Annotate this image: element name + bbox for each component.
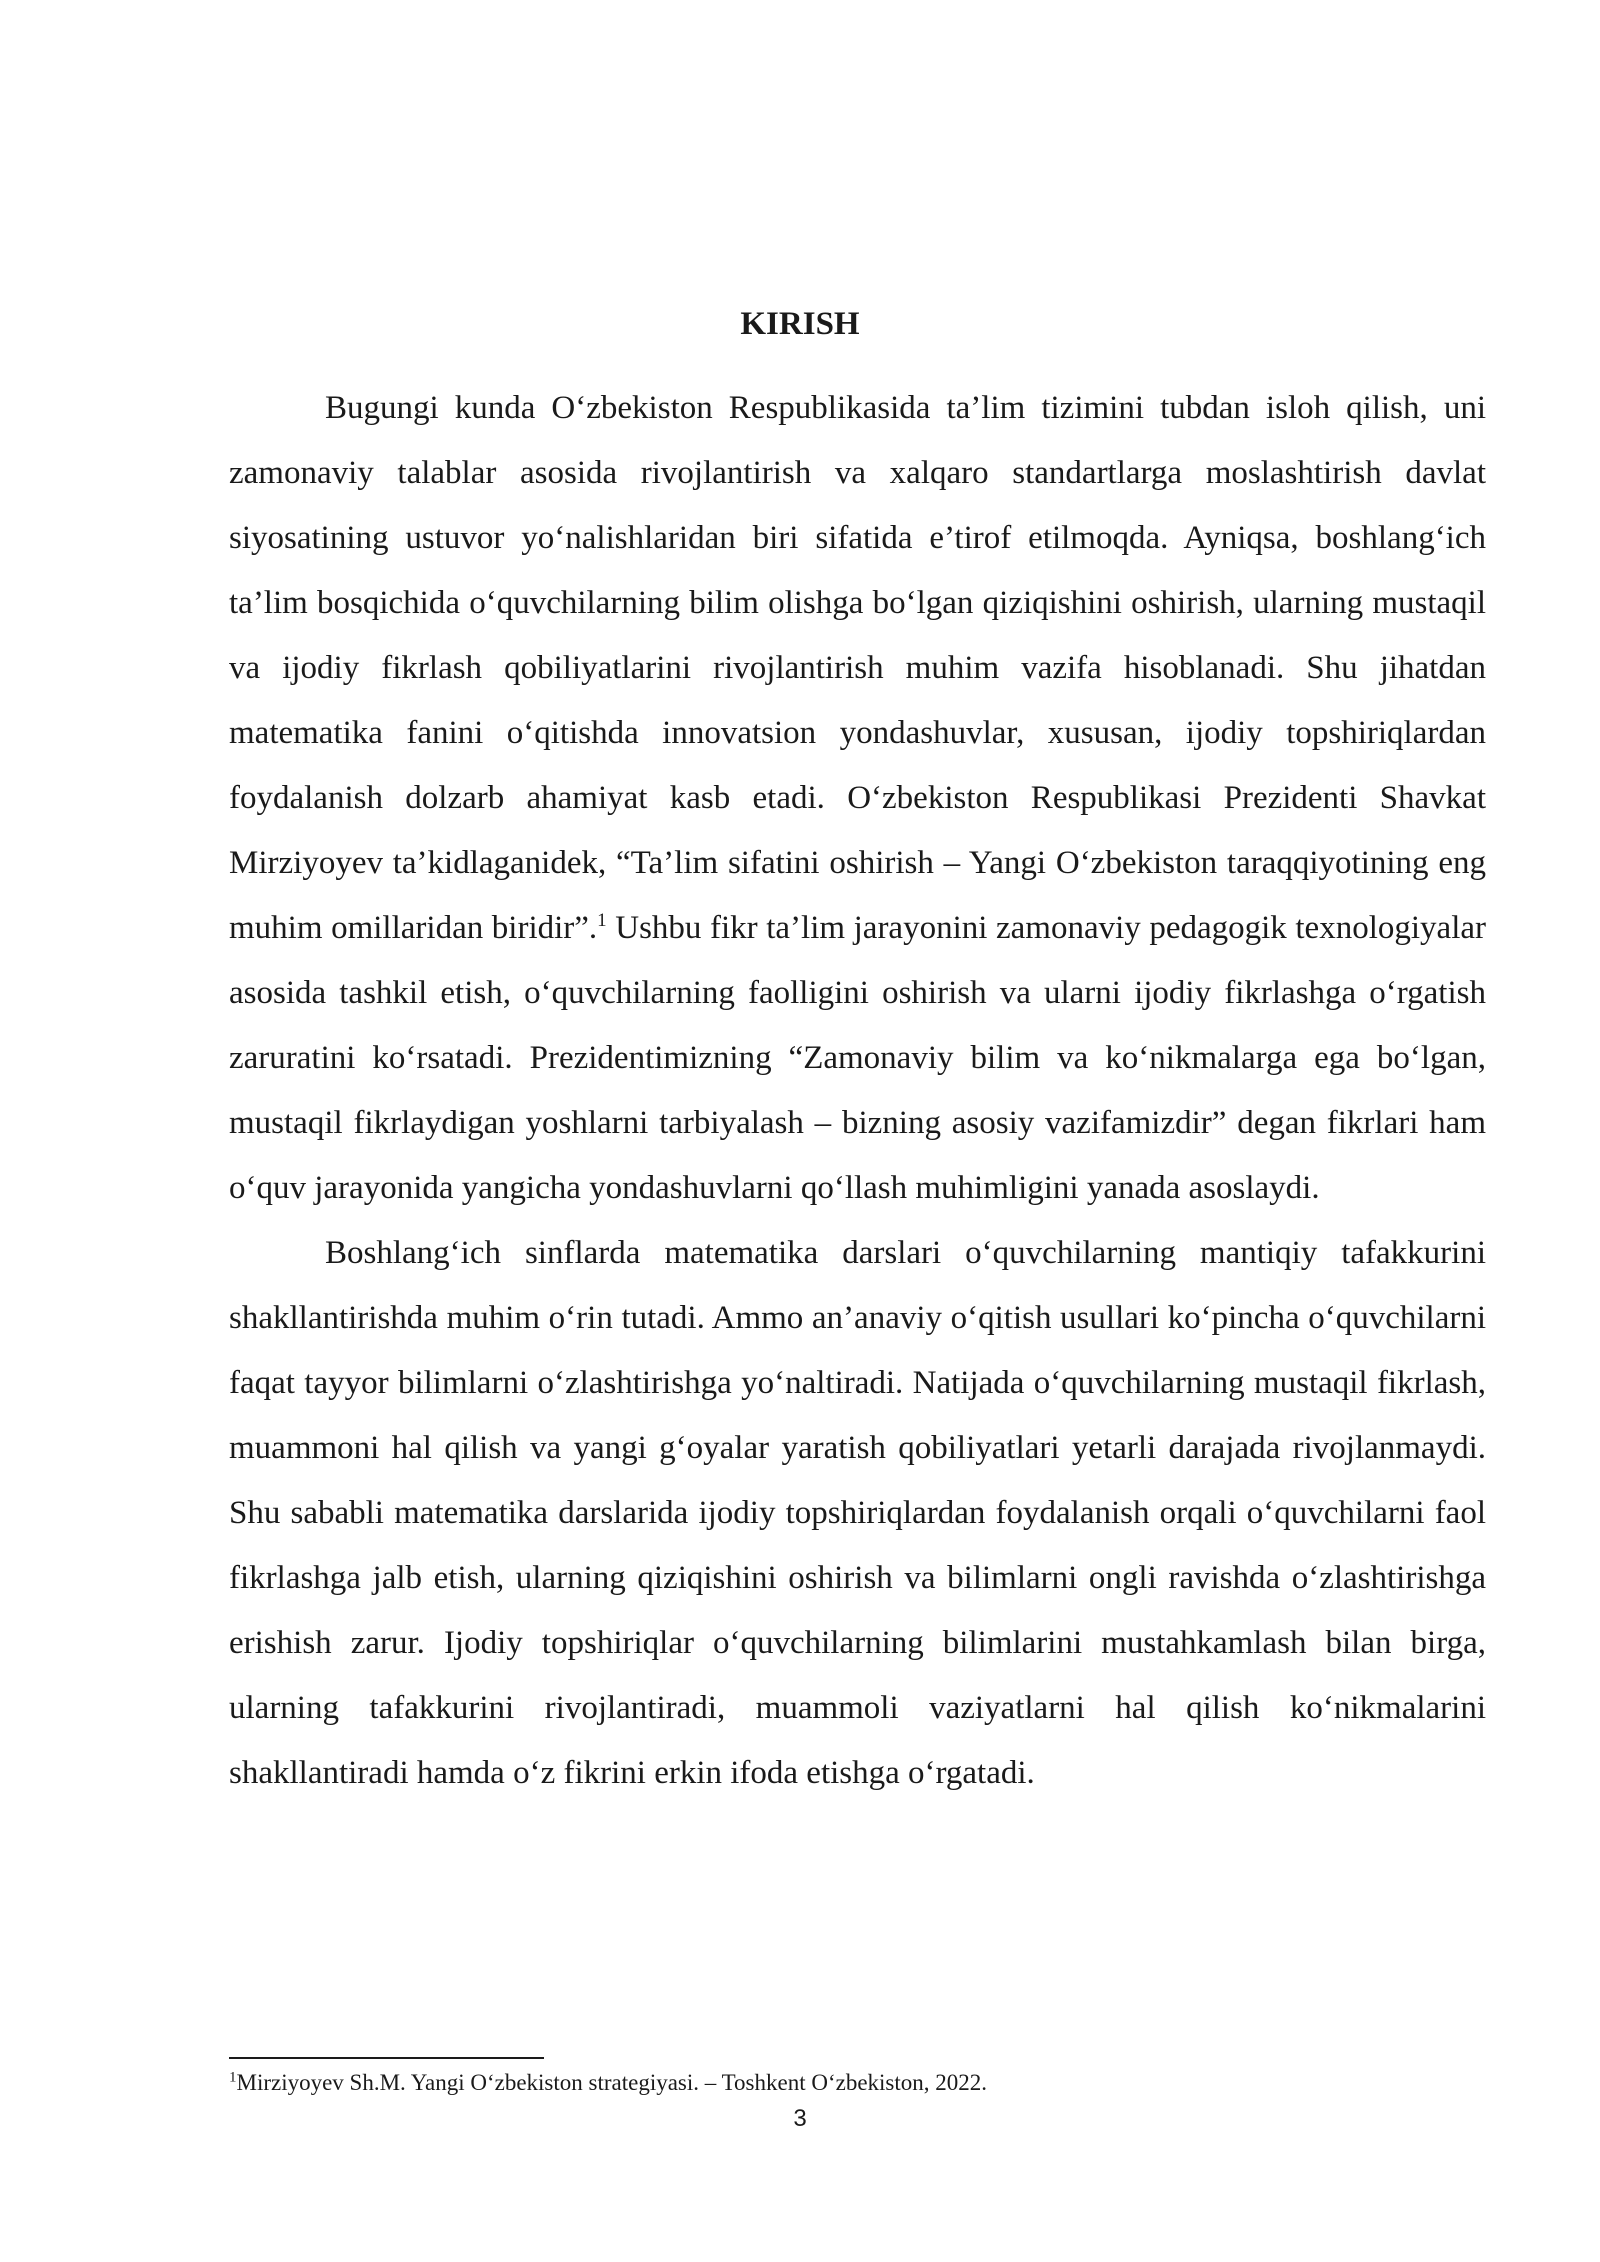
- paragraph-1-text: Bugungi kunda O‘zbekiston Respublikasida ta’lim tizimini tubdan isloh qilish, uni zamonaviy talablar asosida rivojlantirish va xalqaro standartlarga moslashtirish davlat siyosatining ustuvor yo‘nalishlaridan biri sifatida e’tirof etilmoqda. Ayniqsa, boshlang‘ich ta’lim bosqichida o‘quvchilarning bilim olishga bo‘lgan qiziqishini oshirish, ularning mustaqil va ijodiy fikrlash qobiliyatlarini rivojlantirish muhim vazifa hisoblanadi. Shu jihatdan matematika fanini o‘qitishda innovatsion yondashuvlar, xususan, ijodiy topshiriqlardan foydalanish dolzarb ahamiyat kasb etadi. O‘zbekiston Respublikasi Prezidenti Shavkat Mirziyoyev ta’kidlaganidek, “Ta’lim sifatini oshirish – Yangi O‘zbekiston taraqqiyotining eng muhim omillaridan biridir”.: [229, 390, 1486, 946]
- paragraph-2: Boshlang‘ich sinflarda matematika darslari o‘quvchilarning mantiqiy tafakkurini shakllantirishda muhim o‘rin tutadi. Ammo an’anaviy o‘qitish usullari ko‘pincha o‘quvchilarni faqat tayyor bilimlarni o‘zlashtirishga yo‘naltiradi. Natijada o‘quvchilarning mustaqil fikrlash, muammoni hal qilish va yangi g‘oyalar yaratish qobiliyatlari yetarli darajada rivojlanmaydi. Shu sababli matematika darslarida ijodiy topshiriqlardan foydalanish orqali o‘quvchilarni faol fikrlashga jalb etish, ularning qiziqishini oshirish va bilimlarni ongli ravishda o‘zlashtirishga erishish zarur. Ijodiy topshiriqlar o‘quvchilarning bilimlarini mustahkamlash bilan birga, ularning tafakkurini rivojlantiradi, muammoli vaziyatlarni hal qilish ko‘nikmalarini shakllantiradi hamda o‘z fikrini erkin ifoda etishga o‘rgatadi.: [229, 1235, 1486, 1791]
- footnote-separator: [229, 2057, 544, 2059]
- paragraph-1-continuation: Ushbu fikr ta’lim jarayonini zamonaviy pedagogik texnologiyalar asosida tashkil etish, o‘quvchilarning faolligini oshirish va ularni ijodiy fikrlashga o‘rgatish zaruratini ko‘rsatadi. Prezidentimizning “Zamonaviy bilim va ko‘nikmalarga ega bo‘lgan, mustaqil fikrlaydigan yoshlarni tarbiyalash – bizning asosiy vazifamizdir” degan fikrlari ham o‘quv jarayonida yangicha yondashuvlarni qo‘llash muhimligini yanada asoslaydi.: [229, 910, 1486, 1206]
- footnote-number: 1: [229, 2069, 237, 2086]
- section-heading: KIRISH: [740, 306, 860, 342]
- footnote-text: Mirziyoyev Sh.M. Yangi O‘zbekiston strategiyasi. – Toshkent O‘zbekiston, 2022.: [236, 2070, 988, 2095]
- body-text: [229, 376, 1486, 1806]
- paragraph-1: [229, 376, 1486, 1221]
- footnote: [229, 2068, 1486, 2098]
- page-number: 3: [793, 2105, 807, 2132]
- footnote-reference: 1: [597, 910, 607, 931]
